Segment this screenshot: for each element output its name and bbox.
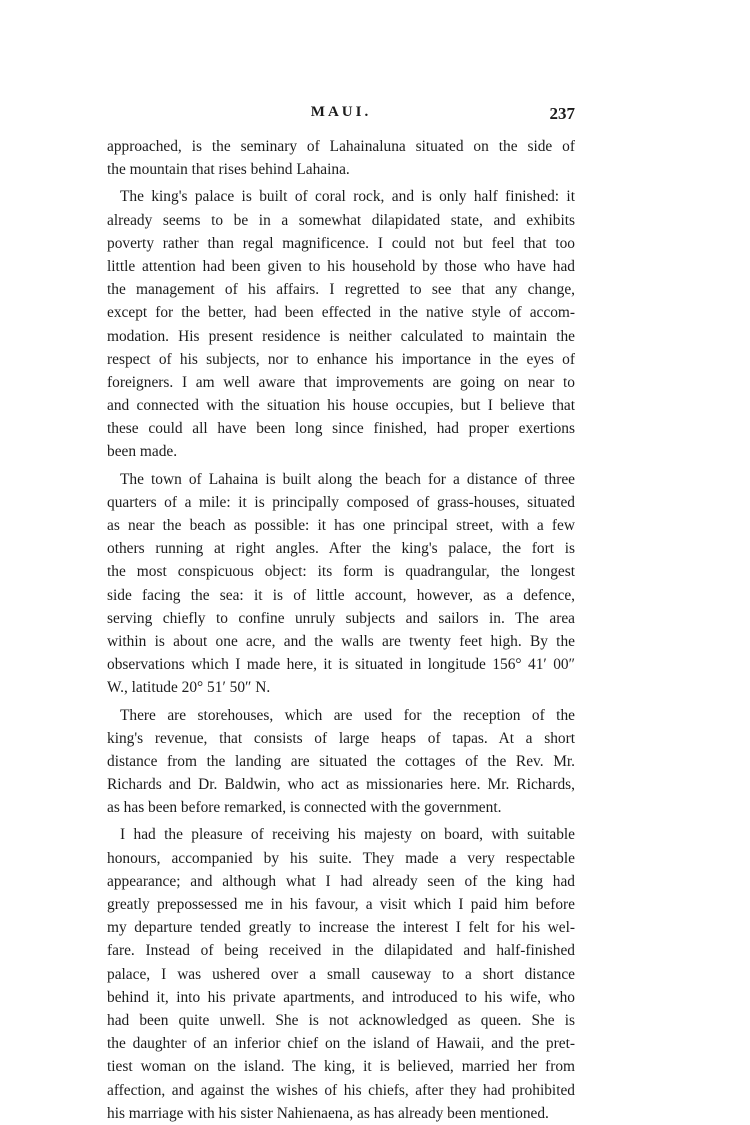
text-line: The king's palace is built of coral rock, and is only half finished: it bbox=[120, 188, 575, 206]
text-line: as has been before remarked, is connected with the government. bbox=[107, 799, 502, 817]
text-line: little attention had been given to his household by those who have had bbox=[107, 257, 575, 275]
text-line: others running at right angles. After the king's palace, the fort is bbox=[107, 540, 575, 558]
text-line: W., latitude 20° 51′ 50″ N. bbox=[107, 679, 271, 697]
text-line: the most conspicuous object: its form is quadrangular, the longest bbox=[107, 563, 575, 581]
text-line: modation. His present residence is neither calculated to maintain the bbox=[107, 327, 575, 345]
text-line: honours, accompanied by his suite. They made a very respectable bbox=[107, 849, 575, 867]
text-line: poverty rather than regal magnificence. I could not but feel that too bbox=[107, 234, 575, 252]
text-line: the mountain that rises behind Lahaina. bbox=[107, 161, 350, 179]
body-text bbox=[107, 135, 575, 1125]
text-line: greatly prepossessed me in his favour, a visit which I paid him before bbox=[107, 896, 575, 913]
text-line: had been quite unwell. She is not acknowledged as queen. She is bbox=[107, 1011, 575, 1029]
text-line: I had the pleasure of receiving his majesty on board, with suitable bbox=[120, 826, 575, 844]
text-line: already seems to be in a somewhat dilapidated state, and exhibits bbox=[107, 211, 575, 229]
running-title: MAUI. bbox=[310, 104, 372, 120]
text-line: his marriage with his sister Nahienaena, as has already been mentioned. bbox=[107, 1104, 549, 1122]
text-line: Richards and Dr. Baldwin, who act as missionaries here. Mr. Richards, bbox=[107, 776, 575, 794]
paragraph bbox=[107, 185, 575, 463]
text-line: except for the better, had been effected in the native style of accom- bbox=[107, 304, 575, 322]
paragraph bbox=[107, 468, 575, 700]
running-head bbox=[107, 104, 575, 128]
page-number: 237 bbox=[549, 104, 575, 123]
text-line: There are storehouses, which are used for the reception of the bbox=[120, 706, 575, 724]
paragraph bbox=[107, 704, 575, 820]
text-line: distance from the landing are situated the cottages of the Rev. Mr. bbox=[107, 752, 575, 770]
text-line: fare. Instead of being received in the dilapidated and half-finished bbox=[107, 942, 575, 960]
text-line: foreigners. I am well aware that improvements are going on near to bbox=[107, 373, 575, 391]
text-line: the daughter of an inferior chief on the island of Hawaii, and the pret- bbox=[107, 1035, 575, 1053]
text-line: serving chiefly to confine unruly subjects and sailors in. The area bbox=[107, 609, 575, 627]
text-line: side facing the sea: it is of little account, however, as a defence, bbox=[107, 586, 575, 604]
text-line: and connected with the situation his house occupies, but I believe that bbox=[107, 397, 575, 415]
text-line: tiest woman on the island. The king, it is believed, married her from bbox=[107, 1058, 575, 1076]
text-line: king's revenue, that consists of large heaps of tapas. At a short bbox=[107, 729, 575, 747]
text-line: the management of his affairs. I regretted to see that any change, bbox=[107, 281, 575, 299]
text-line: my departure tended greatly to increase the interest I felt for his wel- bbox=[107, 919, 575, 937]
text-line: The town of Lahaina is built along the beach for a distance of three bbox=[120, 470, 575, 488]
text-line: as near the beach as possible: it has one principal street, with a few bbox=[107, 517, 575, 534]
text-line: been made. bbox=[107, 443, 178, 461]
text-line: within is about one acre, and the walls are twenty feet high. By the bbox=[107, 632, 575, 650]
paragraph bbox=[107, 823, 575, 1124]
text-line: observations which I made here, it is situated in longitude 156° 41′ 00″ bbox=[107, 656, 575, 674]
text-line: approached, is the seminary of Lahainaluna situated on the side of bbox=[107, 138, 575, 155]
text-line: palace, I was ushered over a small causeway to a short distance bbox=[107, 965, 575, 983]
text-line: quarters of a mile: it is principally composed of grass-houses, situated bbox=[107, 493, 575, 511]
text-line: affection, and against the wishes of his chiefs, after they had prohibited bbox=[107, 1081, 575, 1099]
text-line: these could all have been long since finished, had proper exertions bbox=[107, 420, 575, 438]
text-line: behind it, into his private apartments, and introduced to his wife, who bbox=[107, 988, 575, 1006]
paragraph bbox=[107, 135, 575, 181]
text-line: respect of his subjects, nor to enhance his importance in the eyes of bbox=[107, 350, 575, 368]
text-line: appearance; and although what I had already seen of the king had bbox=[107, 872, 575, 890]
